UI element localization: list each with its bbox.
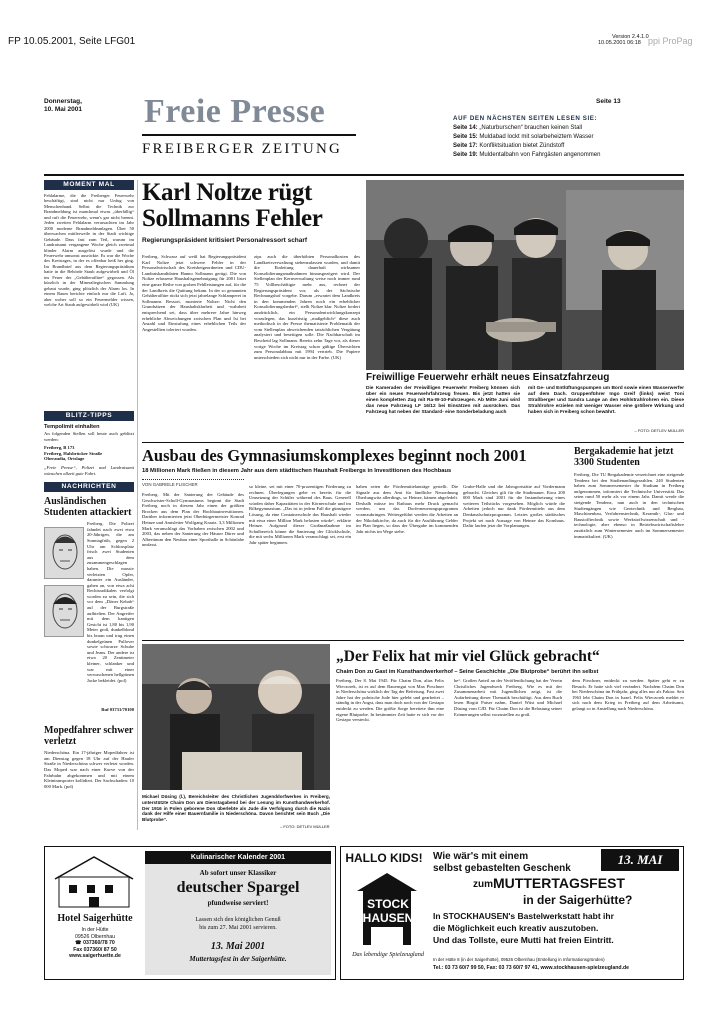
- gym-subtitle: 18 Millionen Mark fließen in diesem Jahr aus dem städtischen Haushalt Freibergs in Investitionen des Hochbaus: [142, 468, 452, 474]
- gym-headline: Ausbau des Gymnasiumskomplexes beginnt noch 2001: [142, 446, 527, 465]
- moment-mal-text: Fehlalarme, die die Freiberger Feuerwehr beschäftigt, sind nicht nur Unfug von Menschenhand. Selbst die Technik zur Brandmeldung ist manchmal etwas „überfällig“ und ruft die Feuerwehr, wenn's gar nicht brennt. Jeden zweiten Fehlalarm verursachten im Jahr 2000 moderne Brandmeldeanlagen. Über 50 überwachen mittlerweile in der Stadt wichtige Gebäude. Dass fast zum Teil, warum im Landratsamt vergangene Woche gleich zweimal blinder Alarm ausgelöst wurde und die Feuerwehr umsonst ausrückte. Es war die Woche des Kreistages, in der es offenbar heiß her ging. Im Brandbrief aus dem Regierungspräsidium hatte in die Behörde Staub aufgewirbelt und Öl ins Feuer der „Gehälteraffäre“ gegossen. Als kürzlich in der Mineraliegischen Sammlung gebaut wurde, ging plötzlich der Alarm los. In einem Raum berichte einfach nur die Luft. Ja, aber woher soll so ein Feuermelder wissen, welche Art Staub aufgewirbelt wird (UK): [44, 193, 134, 308]
- gym-column: haben seien die Fördermittelanträge gestellt. Die Signale aus dem Amt für ländliche Neuordnung Oberlungwitz allerdings, so Heinze, kämen abgefedelt. Deshalb müsse im Rathaus mehr Druck gemacht werden, um das Dorferneuerungsprogramm voranzubringen. Weitergeführt werden die Arbeiten an der Nikolaikirche, da auch für die Ausführung Gelder im Plan liegen, so dass der Übergabe im kommenden Jahr nichts im Wege stehe.: [356, 484, 458, 534]
- gym-column: Grube-Halle und die Jahrsgortstätte auf Vordermann gebracht. Gleiches gilt für die Stadtmauer. Etwa 200 000 Mark sind 2001 für die Instandsetzung eines weiteren Teilstücks vorgesehen. Möglich würde die Arbeiten jedoch nur dank Fördermitteln aus dem Denkmalschutzprogramm. Letztes großes städtisches Projekt sei nach Aussage von Heinze das Kornhaus. Dafür laufen jetzt die Vorplanungen.: [463, 484, 565, 529]
- bergakademie-headline: Bergakademie hat jetzt 3300 Studenten: [574, 446, 674, 468]
- nachrichten-heading: NACHRICHTEN: [44, 482, 134, 492]
- stock-headline: selbst gebastelten Geschenk: [433, 863, 571, 874]
- fire-photo-caption: [366, 372, 684, 440]
- section-rule: [142, 442, 684, 443]
- hotel-ad[interactable]: [44, 846, 336, 980]
- issue-date: 10. Mai 2001: [44, 106, 82, 113]
- preview-item[interactable]: Seite 14: „Naturburschen“ brauchen keinen Stall: [453, 125, 583, 131]
- stock-muttertag: MUTTERTAGSFEST: [493, 875, 625, 891]
- felix-column: be“. Großen Anteil an der Veröffentlichung hat der Verein Christliches Jugendwerk Freiberg. Wie es mit der Zusammenarbeit mit Jugendlichen zeigt, ist die Aufarbeitung dieser Thematik beschäftigt. Aus dem Buch lesen Birgitt Paiser nahm, Daniel Wüst und Michael Düsing vom CJD. Für Chaim Don ist die Belastung seiner Erinnerungen selbst vorzustellen zu groß.: [454, 678, 562, 717]
- stock-headline: zum: [473, 879, 493, 890]
- hotel-addr: 09526 Olbernhau: [74, 933, 116, 940]
- kids-headline: HALLO KIDS!: [345, 851, 423, 865]
- stock-footer: In der Hütte 8 (in der Saigerhütte), 09526 Olbernhau (Erstellung in Informationsgründen): [433, 957, 605, 962]
- stock-main: [433, 849, 681, 953]
- story1-phone: Ruf 03731/70100: [101, 707, 134, 713]
- section-rule: [142, 640, 684, 641]
- gym-byline: VON GABRIELE FLISCHER: [142, 482, 198, 487]
- bergakademie-article: [574, 446, 684, 636]
- fire-caption-col: mit Ge- und Entlüftungspumpen um Bord sowie einen Wasserwerfer auf dem Dach. Gruppenführer Ingo Greif (links) weist Toni Straßberger und Sandra Lange an den Hohlstrahlrohren ein. Diese Strahlrohre erzielen mit weniger Wasser eine größere Wirkung und haben sich in Freiberg schon bewährt.: [528, 386, 684, 415]
- lead-column: zips auch die überhöhten Personalkosten des Landkreisverwaltung stehenzulassen wurden, und damit die Einleitung dauerhaft wirksamer Konsolidierungsmaßnahmen hinausgezögert wird. Der Stellenplan der Kernverwaltung weise noch immer rund 75 Vollbeschäftigte mehr aus, rechnet der Regierungspräsident vor, als der Sächsische Rechnungshof vorgebe. Darum „erwartet dem Landkreis in den kommenden Jahren noch ein erheblicher Konsolidierungsbedarf“, stellt Noltze klar. Noltze fordert ausdrücklich, ein Personalentwicklungskonzept vorzulegen, das kurzfristig „maßgeblich“ diese auch methodisch in der Presse thematisierte Problematik der vom Stellenplan abweichenden tatsächlichen Vergütung analysiert und beseitigen solle. Die Nachbarschaft im Bescheid lag Sollmann. Bereits zehn Tage vor, als dieser vorige Woche im Kreistag schon gültige Übersichten zum Personalabbau mit 1994 vertrieb. Die Papiere unterschieden sich nicht nur in der Farbe. (UK): [254, 254, 360, 360]
- preview-item[interactable]: Seite 17: Konfliktsituation bietet Zündstoff: [453, 143, 565, 149]
- column-divider: [137, 180, 138, 830]
- preview-list: [453, 124, 683, 160]
- lead-column: Freiberg. Schwarz auf weiß hat Regierungspräsident Karl Noltze jetzt schwere Fehler in der Personalwirtschaft des Kreisbeigeordneten und CDU-Landratskandidaten Hanno Sollmann gerügt. Die von Noltze erlassene Haushaltsgenehmigung für 2001 listet eine ganze Reihe von groben Fehlleistungen auf, für die der Landkreis die Quittung bekam. In der so genannten Gehälteraffäre rückt sich jetzt jahrelange Schlamperei in Sollmanns Ressort, monierte Noltze: Nicht den Grundsätzen der Haushaltsklarheit und -wahrheit entsprechend sei, dass über mehrere Jahre hinweg erhebliche Abweichungen zwischen Plan und Ist bei Anzahl und Einstufung eines erheblichen Teils der Angestellten toleriert wurden.: [142, 254, 246, 332]
- photo-credit: – FOTO: DETLEV MÜLLER: [280, 824, 330, 829]
- lesung-photo: [142, 644, 330, 790]
- calendar-box: [145, 851, 331, 975]
- logo-text-top: STOCK: [367, 897, 409, 911]
- photo-credit: – FOTO: DETLEV MÜLLER: [634, 428, 684, 433]
- stock-body: die Möglichkeit euch kreativ auszutoben.: [433, 923, 599, 933]
- stock-date: 13. MAI: [601, 849, 679, 871]
- gym-rule: [142, 479, 244, 480]
- masthead-subtitle: FREIBERGER ZEITUNG: [142, 141, 343, 157]
- ad-date: 13. Mai 2001: [210, 941, 266, 952]
- blitz-intro: An folgenden Stellen soll heute auch geblitzt werden:: [44, 431, 134, 442]
- ad-product: deutscher Spargel: [176, 879, 300, 896]
- gym-column: Freiberg. Mit der Sanierung der Gebäude des Geschwister-Scholl-Gymnasiums beginnt die Stadt Freiberg noch in diesem Jahr einen der größten Brocken aus dem Plan der Hochbauinvestitionen. Darüber informierten jetzt Oberbürgermeister Konrad Heinze und Amtsleiter Wolfgang Kraatz. 3,3 Millionen Mark veranschlagt das Vorhaben zwischen 2002 und 2003, das neben der Sanierung der Häuser Dürer und Albertinum den Neubau einer Sporthalle in Schönlahe umfasst.: [142, 492, 244, 548]
- stock-headline: in der Saigerhütte?: [523, 893, 633, 907]
- hotel-addr: In der Hütte: [81, 927, 109, 933]
- preview-heading: AUF DEN NÄCHSTEN SEITEN LESEN SIE:: [453, 115, 598, 122]
- issue-weekday: Donnerstag,: [44, 98, 82, 105]
- print-datetime: 10.05.2001 06:18: [598, 40, 641, 46]
- story1-body: [44, 521, 134, 717]
- stockhausen-ad[interactable]: [340, 846, 684, 980]
- felix-subtitle: Chaim Don zu Gast im Kunsthandwerkerhof – Seine Geschichte „Die Blutprobe“ berührt ihn selbst: [336, 669, 599, 675]
- blitz-item: Freiberg, Halsbrücker Straße: [44, 450, 103, 456]
- story2-text: Niederschöna. Ein 17-jähriger Mopedfahrer ist am Dienstag gegen 18 Uhr auf der Haufer Straße in Niederschöna schwer verletzt worden. Das Moped war nach einer Kurve von der Fahrbahn abgekommen und mit einem Kleintransporter kollidiert. Der Sachschaden: 10 000 Mark. (pol): [44, 750, 134, 789]
- stock-footer: Tel.: 03 73 60/7 99 50, Fax: 03 73 60/7 97 41, www.stockhausen-spielzeugland.de: [433, 965, 630, 971]
- masthead-bottom-rule: [44, 174, 684, 176]
- preview-item[interactable]: Seite 19: Muldentalbahn von Fahrgästen angenommen: [453, 152, 601, 158]
- hotel-web[interactable]: www.saigerhuette.de: [69, 953, 121, 960]
- masthead: [44, 94, 684, 172]
- hotel-drawing: [49, 851, 139, 911]
- story-headline: Ausländischen Studenten attackiert: [44, 496, 132, 519]
- stock-body: Und das Tollste, eure Mutti hat freien Eintritt.: [433, 935, 614, 945]
- watermark: ppi ProPag: [648, 36, 693, 46]
- phantom-sketch-2: [44, 585, 84, 637]
- story1-text: Freiberg. Die Polizei fahndet nach zwei etwa 20-Jährigen, die am Sonntagfrüh, gegen 2 Uhr am Schlossplatz frisch zwei Studenten aus dem zusammengeschlagen haben. Die massiv verletzten Opfer, darunter ein Ausländer, gaben an, von etwa acht Rechtsradikalen verfolgt worden zu sein, die sich vor dem „Döner Kebab“ auf der Burgstraße aufhielten. Der Angreifer mit dem kantigen Gesicht ist 1,80 bis 1,90 Meter groß, dunkelblond bis braun und trug einen dunkelgrünen Pullover sowie schwarze Schuhe und Jeans. Der andere ist etwa 20 Zentimeter kleiner, schlanker und war mit einer verwaschenen hellgrünen Jacke bekleidet. (pol): [87, 521, 134, 683]
- blitz-title: Tempolimit einhalten: [44, 424, 100, 430]
- blitz-item: Oberaudia, Ortslage: [44, 456, 85, 462]
- lead-headline-1: Karl Noltze rügt: [142, 179, 312, 206]
- stock-headline: Wie wär's mit einem: [433, 851, 529, 862]
- left-column: [44, 180, 134, 830]
- logo-text-bottom: HAUSEN: [362, 911, 414, 925]
- ad-product-sub: pfundweise serviert!: [207, 899, 269, 907]
- felix-article: [336, 648, 684, 834]
- bergakademie-text: Freiberg. Die TU Bergakademie verzeichnet eine steigende Tendenz bei den Studienanfängerzahlen. 240 Studenten haben zum Sommersemester ihr Studium in Freiberg aufgenommen, informiert die Technische Universität. Das seien rund 50 mehr als vor einem Jahr. Damit werde die steigende Tendenz, nun auch in den technischen Studiengängen wie Geotechnik und Bergbau, Maschinenbau, Verfahrenstechnik, Keramik-, Glas- und Baustofftechnik sowie Werkstoffwissenschaft und -technologie, aber ebenso in Betriebswirtschaftslehre zusätzlich zum Wintersemester auch im Sommersemester immatrikuliert. (UK): [574, 472, 684, 539]
- preview-item[interactable]: Seite 15: Muldabad lockt mit solarbeheiztem Wasser: [453, 134, 594, 140]
- hotel-name: Hotel Saigerhütte: [57, 913, 133, 924]
- ad-date-sub: Muttertagsfest in der Saigerhütte.: [189, 955, 287, 963]
- felix-headline: „Der Felix hat mir viel Glück gebracht“: [336, 648, 600, 665]
- ad-invite: Lassen sich den königlichen Genuß: [195, 917, 281, 923]
- print-slug: FP 10.05.2001, Seite LFG01: [8, 36, 136, 47]
- calendar-banner: Kulinarischer Kalender 2001: [145, 851, 331, 864]
- page-number: Seite 13: [596, 98, 621, 105]
- moment-mal-heading: MOMENT MAL: [44, 180, 134, 190]
- felix-column: dem Pirschner, entdeckt zu werden. Später geht er zu Besuch. Er hatte sich viel verändert. Nachdem Chaim Don bei Niederschöna im Frühjahr, ging alles nur als Faktor. Seit 1963 lebt Chaim Don in Israel. Felix Wieczorek meldet er sich nach dem Krieg in Freiberg auf dem Arbeitsamt, gelangt so in Anstellung nach Niederschöna.: [572, 678, 684, 711]
- story-headline: Mopedfahrer schwer verletzt: [44, 725, 134, 748]
- masthead-title: Freie Presse: [144, 93, 326, 130]
- gym-column: so kleine, sei mit einer 70-prozentigen Förderung zu rechnen. Überlegungen gebe es bereits für die Umsetzung der Schüler während des Baus. Generell würden daher Kapazitäten in der Körnerschule und im Rilkegymnasium. „Das ist in jedem Fall die günstigere Lösung, da eine Containerschule das Haushalt wieder mit etwa einer Million Mark belasten würde“, erklärte Heinze. Aufgrund dieser Großmaßnahme im Schulbereich könne die Sanierung der Glöcklschule, die mit sechs Millionen Mark veranschlagt sei, erst ein Jahr später beginnen.: [249, 484, 351, 545]
- lead-article: [142, 180, 362, 438]
- stock-body: In STOCKHAUSEN's Bastelwerkstatt habt ihr: [433, 911, 614, 921]
- phantom-sketch-1: [44, 527, 84, 579]
- version-label: Version 2.4.1.0: [612, 34, 649, 40]
- ad-invite: bis zum 27. Mai 2001 servieren.: [199, 925, 277, 931]
- lead-subtitle: Regierungspräsident kritisiert Personalressort scharf: [142, 237, 308, 244]
- blitz-tipps-heading: BLITZ-TIPPS: [44, 411, 134, 421]
- felix-column: Freiberg. Der 8. Mai 1945. Für Chaim Don, alias Felix Wieczorek, ist es auf dem Bauerngut von Max Pirschner in Niederschöna wirklich der Tag der Befreiung. Fast zwei Jahre hat der polnische Jude hier gelebt und gearbeitet – ständig in der Angst, dass man doch noch von der Gestapo entdeckt zu werden. Die größte Sorge bereitete ihm eine eigene Blutprobe. In bestimmter Zeit hatte er sich vor der Gestapo versteckt.: [336, 678, 444, 723]
- hotel-address: [49, 927, 141, 960]
- gymnasium-article: [142, 446, 566, 636]
- fire-brigade-photo: [366, 180, 684, 370]
- blitz-item: Freiberg, B 173: [44, 445, 75, 451]
- blitz-note: „Freie Presse“, Polizei und Landratsamt wünschen allzeit gute Fahrt.: [44, 464, 134, 476]
- stock-slogan: Das lebendige Spielzeugland: [352, 951, 424, 958]
- hotel-fax: Fax 037360/ 87 50: [73, 946, 117, 953]
- ad-intro: Ab sofort unser Klassiker: [199, 869, 277, 877]
- masthead-rule: [142, 134, 356, 136]
- fire-caption-title: Freiwillige Feuerwehr erhält neues Einsatzfahrzeug: [366, 372, 610, 383]
- fire-caption-col: Die Kameraden der Freiwilligen Feuerwehr Freiberg können sich über ein neues Feuerwehrfahrzeug freuen. Bis jetzt hatten sie einen kompletten Zug mit Ra-W-10-Fahrzeugen. Ab Mitte Juni wird das neue Fahrzeug LF 16/12 bei Einsätzen mit ausrücken. Das Fahrzeug hat neben der Standard- eine Sonderbeladung auch: [366, 386, 520, 415]
- print-header: [0, 0, 725, 56]
- lead-headline-2: Sollmanns Fehler: [142, 205, 323, 232]
- lesung-caption: Michael Düsing (l.), Bereichsleiter des Christlichen Jugenddorfwerkes in Freiberg, unterstützte Chaim Don am Dienstagabend bei der Lesung im Kunsthandwerkerhof. Der 1916 in Polen geborene Don überlebte als Jude die Verfolgung durch die Nazis dank der Hilfe einer Bauernfamilie in Niederschöna. Davon berichtet sein Buch „Die Blutprobe“.: [142, 794, 330, 823]
- hotel-phone: ☎ 037360/78 70: [75, 940, 115, 947]
